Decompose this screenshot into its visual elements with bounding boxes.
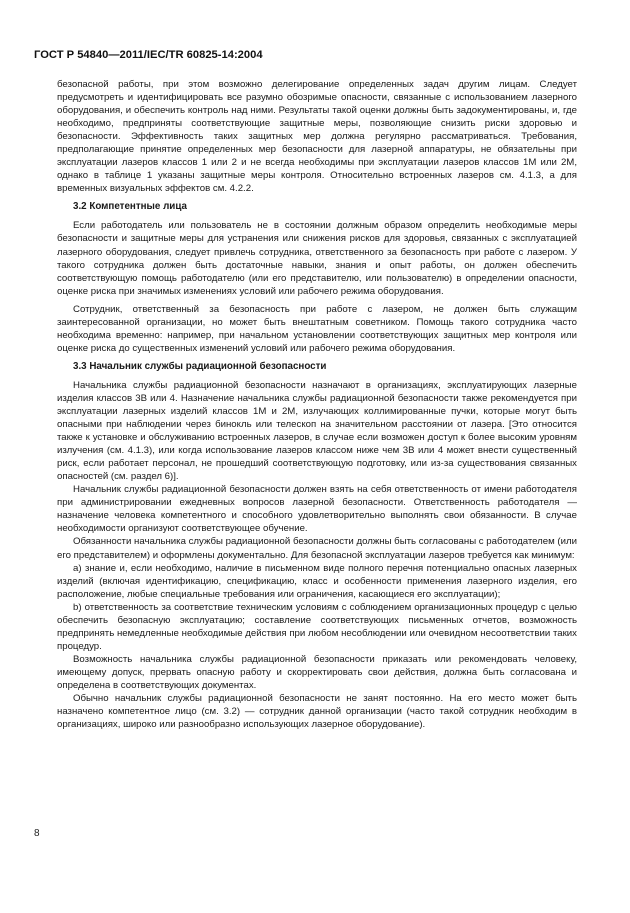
paragraph-officer-4: Возможность начальника службы радиационной безопасности приказать или рекомендовать человеку, имеющему допуск, прервать опасную работу и скорректировать свои действия, должна быть согласована и определена в соответствующих документах. [57,653,577,691]
document-header: ГОСТ Р 54840—2011/IEC/TR 60825-14:2004 [34,49,263,61]
paragraph-competent-1: Если работодатель или пользователь не в состоянии должным образом определить необходимые меры безопасности и защитные меры для устранения или снижения рисков для здоровья, связанных с эксплуатацией лазерного оборудования, следует привлечь сотрудника, ответственного за безопасность при работе с лазером. У такого сотрудника должен быть достаточные навыки, знания и опыт работы, он должен обеспечить соответствующую помощь работодателю (или его представителю, или пользователю) в определении опасности, оценке риска при значимых изменениях условий или рабочего режима оборудования. [57,220,577,297]
paragraph-officer-1: Начальника службы радиационной безопасности назначают в организациях, эксплуатирующих лазерные изделия классов 3В или 4. Назначение начальника службы радиационной безопасности также рекомендуется при эксплуатации лазерных изделий классов 1М и 2М, излучающих коллимированные пучки, которые могут быть опасными при наблюдении через бинокль или телескоп на значительном расстоянии от лазера. [Это относится также к установке и обслуживанию встроенных лазеров, в случае если возможен доступ к более высоким уровням излучения (см. 4.1.3), или когда использование лазеров классом ниже чем 3В или 4 может внести существенный риск, если работает персонал, не прошедший соответствующую подготовку, или из-за существования связанных опасностей (см. раздел 6)]. [57,379,577,483]
list-item-b: b) ответственность за соответствие техническим условиям с соблюдением организационных процедур с целью обеспечить безопасную эксплуатацию; составление соответствующих письменных отчетов, возможность предпринять немедленные необходимые действия при любом несоблюдении или очевидном несоответствии таких процедур. [57,601,577,652]
paragraph-intro: безопасной работы, при этом возможно делегирование определенных задач другим лицам. Следует предусмотреть и идентифицировать все разумно обозримые опасности, связанные с использованием лазерного оборудования, и обеспечить контроль над ними. Результаты такой оценки должны быть задокументированы, и, где необходимо, предприняты соответствующие защитные меры, позволяющие снизить риски здоровью и безопасности. Эффективность таких защитных мер должна регулярно рассматриваться. Требования, предполагающие принятие определенных мер безопасности для лазерной аппаратуры, не обязательны при эксплуатации лазеров классов 1 или 2 и не всегда необходимы при эксплуатации лазеров классов 1М или 2М, однако в таблице 1 указаны защитные меры контроля. Относительно встроенных лазеров см. 4.1.3, а для временных визуальных эффектов см. 4.2.2. [57,79,577,195]
list-item-a: а) знание и, если необходимо, наличие в письменном виде полного перечня потенциально опасных лазерных изделий (включая идентификацию, спецификацию, класс и особенности применения лазерного изделия, его расположение, любые специальные требования или ограничения, касающиеся его эксплуатации); [57,562,577,600]
paragraph-officer-3: Обязанности начальника службы радиационной безопасности должны быть согласованы с работодателем (или его представителем) и оформлены документально. Для безопасной эксплуатации лазеров требуется как минимум: [57,536,578,561]
section-heading-3-2: 3.2 Компетентные лица [73,201,187,213]
page-number: 8 [34,828,40,839]
section-heading-3-3: 3.3 Начальник службы радиационной безопасности [73,360,327,372]
paragraph-officer-5: Обычно начальник службы радиационной безопасности не занят постоянно. На его место может быть назначено компетентное лицо (см. 3.2) — сотрудник данной организации (часто такой сотрудник необходим в организациях, широко или разнообразно использующих лазерное оборудование). [57,693,577,731]
paragraph-officer-2: Начальник службы радиационной безопасности должен взять на себя ответственность от имени работодателя при администрировании ежедневных вопросов лазерной безопасности. Ответственность работодателя — назначение человека компетентного и способного удовлетворительно выполнять свои обязанности. В случае необходимости организуют соответствующее обучение. [57,484,577,535]
paragraph-competent-2: Сотрудник, ответственный за безопасность при работе с лазером, не должен быть служащим заинтересованной организации, но может быть внештатным советником. Помощь такого сотрудника часто необходима временно: например, при начальном установлении соответствующих защитных мер контроля или оценке риска до существенных изменений условий или рабочего режима оборудования. [57,303,577,354]
document-body [57,78,577,731]
